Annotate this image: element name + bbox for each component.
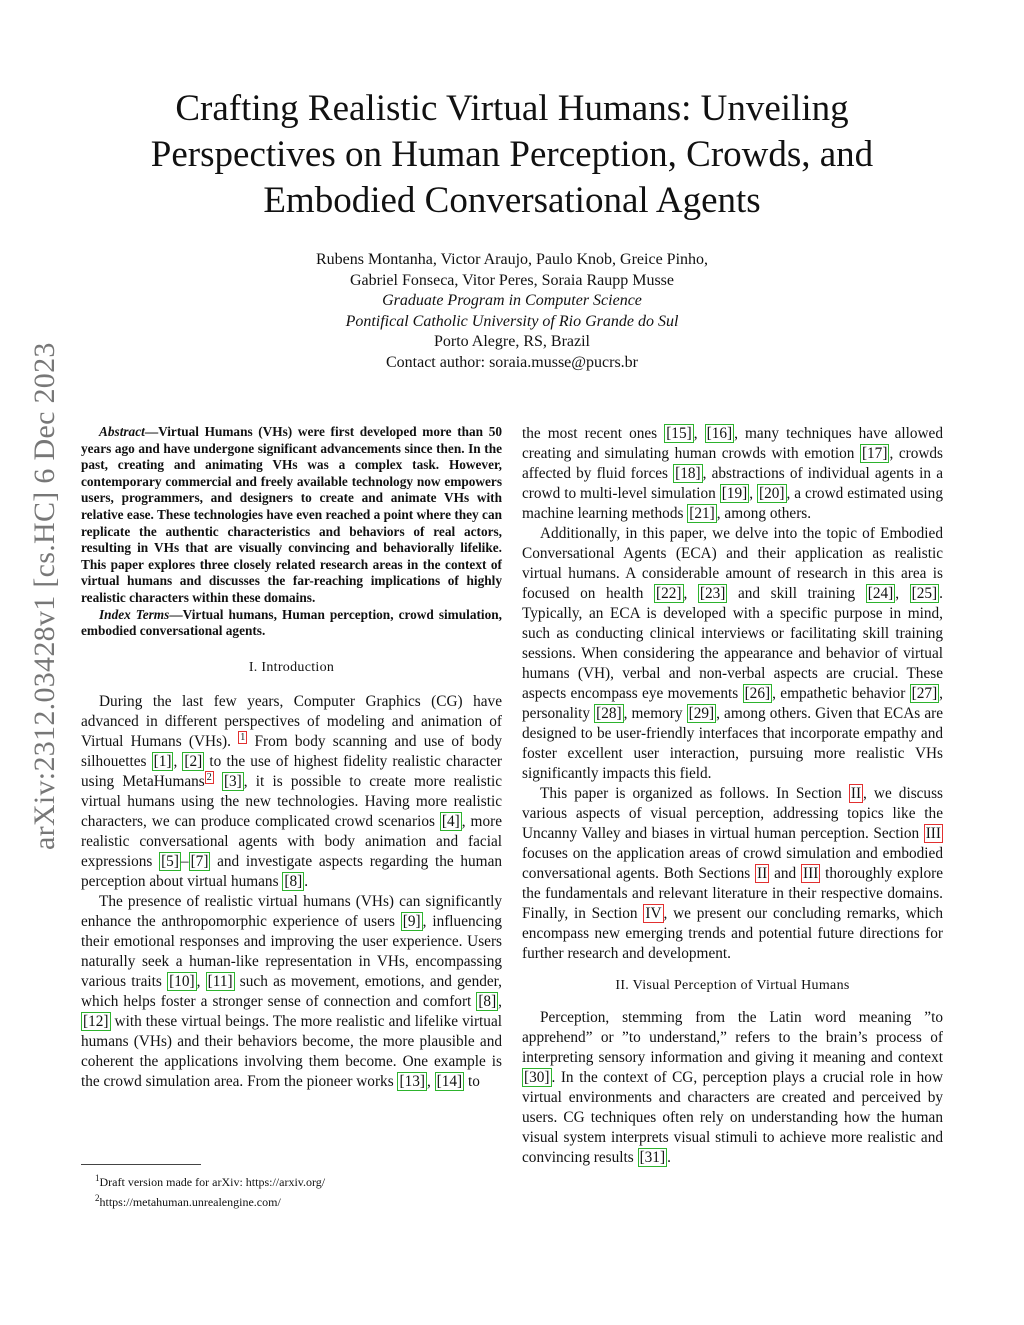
citation-link[interactable]: [2] bbox=[184, 752, 203, 770]
citation-link[interactable]: [25] bbox=[911, 585, 938, 602]
citation-link[interactable]: [1] bbox=[153, 752, 172, 770]
citation-link[interactable]: [20] bbox=[759, 485, 785, 502]
footnote-1: $^1$Draft version made for arXiv: https://arxiv.org/ bbox=[95, 1173, 326, 1189]
citation-link[interactable]: [14] bbox=[436, 1072, 463, 1090]
section-link[interactable]: III bbox=[925, 825, 941, 842]
citation-link[interactable]: [19] bbox=[721, 485, 748, 502]
author-names: Rubens Montanha, Victor Araujo, Paulo Knob, Greice Pinho, bbox=[315, 251, 709, 268]
right-column bbox=[522, 424, 943, 1168]
citation-link[interactable]: [31] bbox=[639, 1149, 666, 1166]
section-link[interactable]: II bbox=[757, 865, 768, 882]
citation-link[interactable]: [18] bbox=[675, 465, 701, 482]
citation-link[interactable]: [27] bbox=[911, 685, 938, 702]
citation-link[interactable]: [29] bbox=[688, 705, 715, 722]
affiliation-program: Graduate Program in Computer Science bbox=[382, 292, 642, 310]
citation-link[interactable]: [22] bbox=[656, 585, 682, 602]
citation-link[interactable]: [30] bbox=[524, 1069, 550, 1086]
body-paragraph: the most recent ones [15] , [16] , many techniques have allowed creating and simulating human crowds with emotion [17] , crowds affected by fluid forces [18] , abstractions of individual agents in a crowd to multi-level simulation [19] , [20] , a crowd estimated using machine learning methods [21] , among others. bbox=[522, 425, 944, 522]
paper-title bbox=[100, 86, 924, 224]
section-link[interactable]: II bbox=[850, 785, 862, 802]
footnote-divider bbox=[81, 1164, 201, 1165]
citation-link[interactable]: [9] bbox=[402, 912, 421, 930]
index-terms bbox=[81, 607, 502, 640]
abstract-text: —Virtual Humans (VHs) were first developed more than 50 years ago and have undergone significant advancements since then. In the past, creating and animating VHs was a complex task. However, contemporary commercial and freely available technology now empowers users, programmers, and designers to create and animate VHs with relative ease. These technologies have even reached a point where they can replicate the authentic characteristics and behaviors of real actors, resulting in VHs that are visually convincing and behaviorally lifelike. This paper explores three closely related research areas in the context of virtual humans and discusses the far-reaching implications of highly realistic characters within these domains. bbox=[81, 424, 502, 605]
citation-link[interactable]: [17] bbox=[861, 445, 888, 462]
citation-link[interactable]: [13] bbox=[399, 1072, 425, 1090]
citation-link[interactable]: [5] bbox=[161, 852, 179, 870]
left-column bbox=[81, 424, 502, 1092]
arxiv-identifier: arXiv:2312.03428v1 [cs.HC] 6 Dec 2023 bbox=[28, 342, 61, 850]
abstract-label: Abstract bbox=[99, 424, 145, 439]
footnote-link[interactable]: 1 bbox=[240, 731, 246, 743]
citation-link[interactable]: [28] bbox=[596, 705, 622, 722]
title-line: Crafting Realistic Virtual Humans: Unveiling bbox=[175, 88, 849, 129]
section-link[interactable]: IV bbox=[645, 905, 662, 922]
section-heading-visual-perception: II. Visual Perception of Virtual Humans bbox=[615, 978, 850, 993]
affiliation-location: Porto Alegre, RS, Brazil bbox=[434, 333, 590, 351]
citation-link[interactable]: [10] bbox=[169, 972, 195, 990]
citation-link[interactable]: [21] bbox=[689, 505, 715, 522]
citation-link[interactable]: [15] bbox=[666, 425, 692, 442]
citation-link[interactable]: [8] bbox=[284, 872, 303, 890]
footnote-2: $^2$https://metahuman.unrealengine.com/ bbox=[95, 1193, 281, 1209]
citation-link[interactable]: [8] bbox=[478, 992, 497, 1010]
contact-author: Contact author: soraia.musse@pucrs.br bbox=[385, 353, 638, 371]
footnote-link[interactable]: 2 bbox=[206, 771, 212, 783]
citation-link[interactable]: [4] bbox=[441, 812, 460, 830]
abstract bbox=[81, 424, 502, 607]
body-paragraph: Perception, stemming from the Latin word meaning ”to apprehend” or ”to understand,” refers to the brain’s process of interpreting sensory information and giving it meaning and context [30] . In the context of CG, perception plays a crucial role in how virtual environments and characters are created and perceived by users. CG techniques often rely on understanding how the human visual system interprets visual stimuli to achieve more realistic and convincing results [31] . bbox=[522, 1009, 943, 1166]
title-line: Embodied Conversational Agents bbox=[263, 180, 761, 221]
section-heading-introduction: I. Introduction bbox=[248, 659, 335, 675]
affiliation-university: Pontifical Catholic University of Rio Grande do Sul bbox=[345, 312, 679, 330]
author-names: Gabriel Fonseca, Vitor Peres, Soraia Raupp Musse bbox=[349, 271, 674, 289]
body-paragraph: Additionally, in this paper, we delve into the topic of Embodied Conversational Agents (ECA) and their application as realistic virtual humans. A considerable amount of research in this area is focused on health [22] , [23] and skill training [24] , [25] . Typically, an ECA is developed with a specific purpose in mind, such as conducting clinical interviews or facilitating skill training sessions. When considering the appearance and behavior of virtual humans (VH), verbal and non-verbal aspects are crucial. These aspects encompass eye movements [26] , empathetic behavior [27] , personality [28] , memory [29] , among others. Given that ECAs are designed to be user-friendly interfaces that incorporate empathy and foster excellent user interaction, pursuing more realistic VHs significantly impacts this field. bbox=[522, 525, 944, 782]
title-line: Perspectives on Human Perception, Crowds, and bbox=[150, 134, 874, 175]
body-paragraph: This paper is organized as follows. In Section II , we discuss various aspects of visual perception, addressing topics like the Uncanny Valley and biases in virtual human perception. Section III focuses on the application areas of crowd simulation and embodied conversational agents. Both Sections II and III thoroughly explore the fundamentals and relevant literature in their respective domains. Finally, in Section IV , we present our concluding remarks, which encompass new emerging trends and potential future directions for further research and development. bbox=[522, 785, 943, 962]
footnotes bbox=[95, 1170, 475, 1210]
citation-link[interactable]: [26] bbox=[744, 685, 771, 702]
index-terms-text: —Virtual humans, Human perception, crowd simulation, embodied conversational agents. bbox=[81, 606, 502, 639]
intro-paragraph-2: The presence of realistic virtual humans (VHs) can significantly enhance the anthropomorphic experience of users [9] , influencing their emotional responses and improving the user experience. Users naturally seek a human-like representation in VHs, encompassing various traits [10] , [11] such as movement, emotions, and gender, which helps foster a stronger sense of connection and comfort [8] , [12] with these virtual beings. The more realistic and lifelike virtual humans (VHs) and their behaviors become, the more plausible and coherent the applications involving them become. One example is the crowd simulation area. From the pioneer works [13] , [14] to bbox=[81, 892, 502, 1090]
citation-link[interactable]: [11] bbox=[207, 972, 233, 990]
section-link[interactable]: III bbox=[803, 865, 819, 882]
citation-link[interactable]: [7] bbox=[190, 852, 209, 870]
intro-paragraph-1: During the last few years, Computer Graphics (CG) have advanced in different perspectives of modeling and animation of Virtual Humans (VHs). $^1$ From body scanning and use of body silhouettes [1] , [2] to the use of highest fidelity realistic character using MetaHumans $^2$ [3] , it is possible to create more realistic virtual humans using the new technologies. Having more realistic characters, we can produce complicated crowd scenarios [4] , more realistic conversational agents with body animation and facial expressions [5] – [7] and investigate aspects regarding the human perception about virtual humans [8] . bbox=[81, 692, 503, 890]
citation-link[interactable]: [24] bbox=[867, 585, 894, 602]
citation-link[interactable]: [16] bbox=[706, 425, 733, 442]
citation-link[interactable]: [3] bbox=[223, 772, 242, 790]
citation-link[interactable]: [12] bbox=[83, 1012, 109, 1030]
index-terms-label: Index Terms bbox=[99, 606, 170, 622]
citation-link[interactable]: [23] bbox=[699, 585, 726, 602]
author-block bbox=[180, 250, 844, 374]
